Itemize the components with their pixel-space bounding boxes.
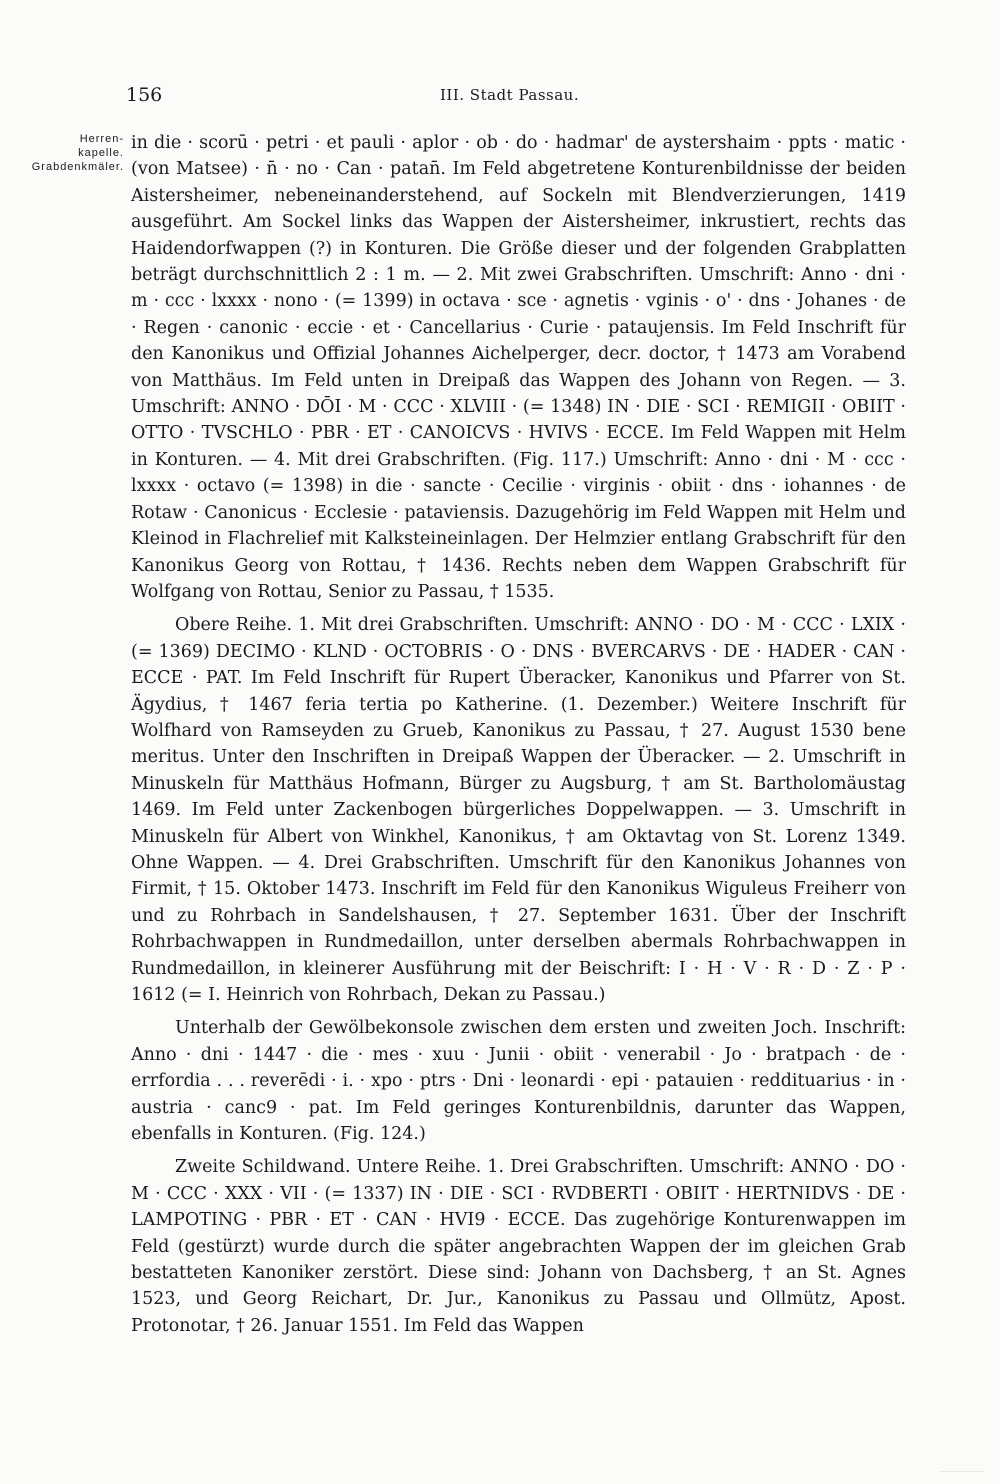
margin-note-line: Herren- [79,133,124,145]
paragraph-3: Unterhalb der Gewölbekonsole zwischen dem ersten und zweiten Joch. Inschrift: Anno · dni · 1447 · die · mes · xuu · Junii · obiit · venerabil · Jo · bratpach · de · errfordia . . . reverēdi · i. · xpo · ptrs · Dni · leonardi · epi · patauien · reddituarius · in · austria · canc9 · pat. Im Feld geringes Konturenbildnis, darunter das Wappen, ebenfalls in Konturen. (Fig. 124.) [131,1018,906,1145]
margin-note-line: Grabdenkmäler. [31,161,124,173]
paragraph-1: in die · scorū · petri · et pauli · aplor · ob · do · hadmar' de aystershaim · ppts · matic · (von Matsee) · n̄ · no · Can · patan̄. Im Feld abgetretene Konturenbildnisse der beiden Aistersheimer, nebeneinanderstehend, auf Sockeln mit Blendverzierungen, 1419 ausgeführt. Am Sockel links das Wappen der Aistersheimer, inkrustiert, rechts das Haidendorfwappen (?) in Konturen. Die Größe dieser und der folgenden Grabplatten beträgt durchschnittlich 2 : 1 m. — 2. Mit zwei Grabschriften. Umschrift: Anno · dni · m · ccc · lxxxx · nono · (= 1399) in octava · sce · agnetis · vginis · o' · dns · Johanes · de · Regen · canonic · eccie · et · Cancellarius · Curie · pataujensis. Im Feld Inschrift für den Kanonikus und Offizial Johannes Aichelperger, decr. doctor, † 1473 am Vorabend von Matthäus. Im Feld unten in Dreipaß das Wappen des Johann von Regen. — 3. Umschrift: ANNO · DŌI · M · CCC · XLVIII · (= 1348) IN · DIE · SCI · REMIGII · OBIIT · OTTO · TVSCHLO · PBR · ET · CANOICVS · HVIVS · ECCE. Im Feld Wappen mit Helm in Konturen. — 4. Mit drei Grabschriften. (Fig. 117.) Umschrift: Anno · dni · M · ccc · lxxxx · octavo (= 1398) in die · sancte · Cecilie · virginis · obiit · dns · iohannes · de Rotaw · Canonicus · Ecclesie · pataviensis. Dazugehörig im Feld Wappen mit Helm und Kleinod in Flachrelief mit Kalksteineinlagen. Der Helmzier entlang Grabschrift für den Kanonikus Georg von Rottau, † 1436. Rechts neben dem Wappen Grabschrift für Wolfgang von Rottau, Senior zu Passau, † 1535. [131,133,906,602]
paragraph-2: Obere Reihe. 1. Mit drei Grabschriften. Umschrift: ANNO · DO · M · CCC · LXIX · (= 1369) DECIMO · KLND · OCTOBRIS · O · DNS · BVERCARVS · DE · HADER · CAN · ECCE · PAT. Im Feld Inschrift für Rupert Überacker, Kanonikus und Pfarrer von St. Ägydius, † 1467 feria tertia po Katherine. (1. Dezember.) Weitere Inschrift für Wolfhard von Ramseyden zu Grueb, Kanonikus zu Passau, † 27. August 1530 bene meritus. Unter den Inschriften in Dreipaß Wappen der Überacker. — 2. Umschrift in Minuskeln für Matthäus Hofmann, Bürger zu Augsburg, † am St. Bartholomäustag 1469. Im Feld unter Zackenbogen bürgerliches Doppelwappen. — 3. Umschrift in Minuskeln für Albert von Winkhel, Kanonikus, † am Oktavtag von St. Lorenz 1349. Ohne Wappen. — 4. Drei Grabschriften. Umschrift für den Kanonikus Johannes von Firmit, † 15. Oktober 1473. Inschrift im Feld für den Kanonikus Wiguleus Freiherr von und zu Rohrbach in Sandelshausen, † 27. September 1631. Über der Inschrift Rohrbachwappen in Rundmedaillon, unter derselben abermals Rohrbachwappen in Rundmedaillon, in kleinerer Ausführung mit der Beischrift: I · H · V · R · D · Z · P · 1612 (= I. Heinrich von Rohrbach, Dekan zu Passau.) [131,615,906,1005]
body-text [131,130,906,1346]
margin-note [6,132,124,174]
page-number: 156 [126,84,163,106]
margin-note-line: kapelle. [78,147,124,159]
paragraph-4: Zweite Schildwand. Untere Reihe. 1. Drei Grabschriften. Umschrift: ANNO · DO · M · CCC · XXX · VII · (= 1337) IN · DIE · SCI · RVDBERTI · OBIIT · HERTNIDVS · DE · LAMPOTING · PBR · ET · CAN · HVI9 · ECCE. Das zugehörige Konturenwappen im Feld (gestürzt) wurde durch die später angebrachten Wappen der im gleichen Grab bestatteten Kanoniker zerstört. Diese sind: Johann von Dachsberg, † an St. Agnes 1523, und Georg Reichart, Dr. Jur., Kanonikus zu Passau und Ollmütz, Apost. Protonotar, † 26. Januar 1551. Im Feld das Wappen [131,1157,906,1336]
running-head [110,84,910,114]
chapter-title: III. Stadt Passau. [440,86,580,104]
scan-mark [940,1453,984,1472]
